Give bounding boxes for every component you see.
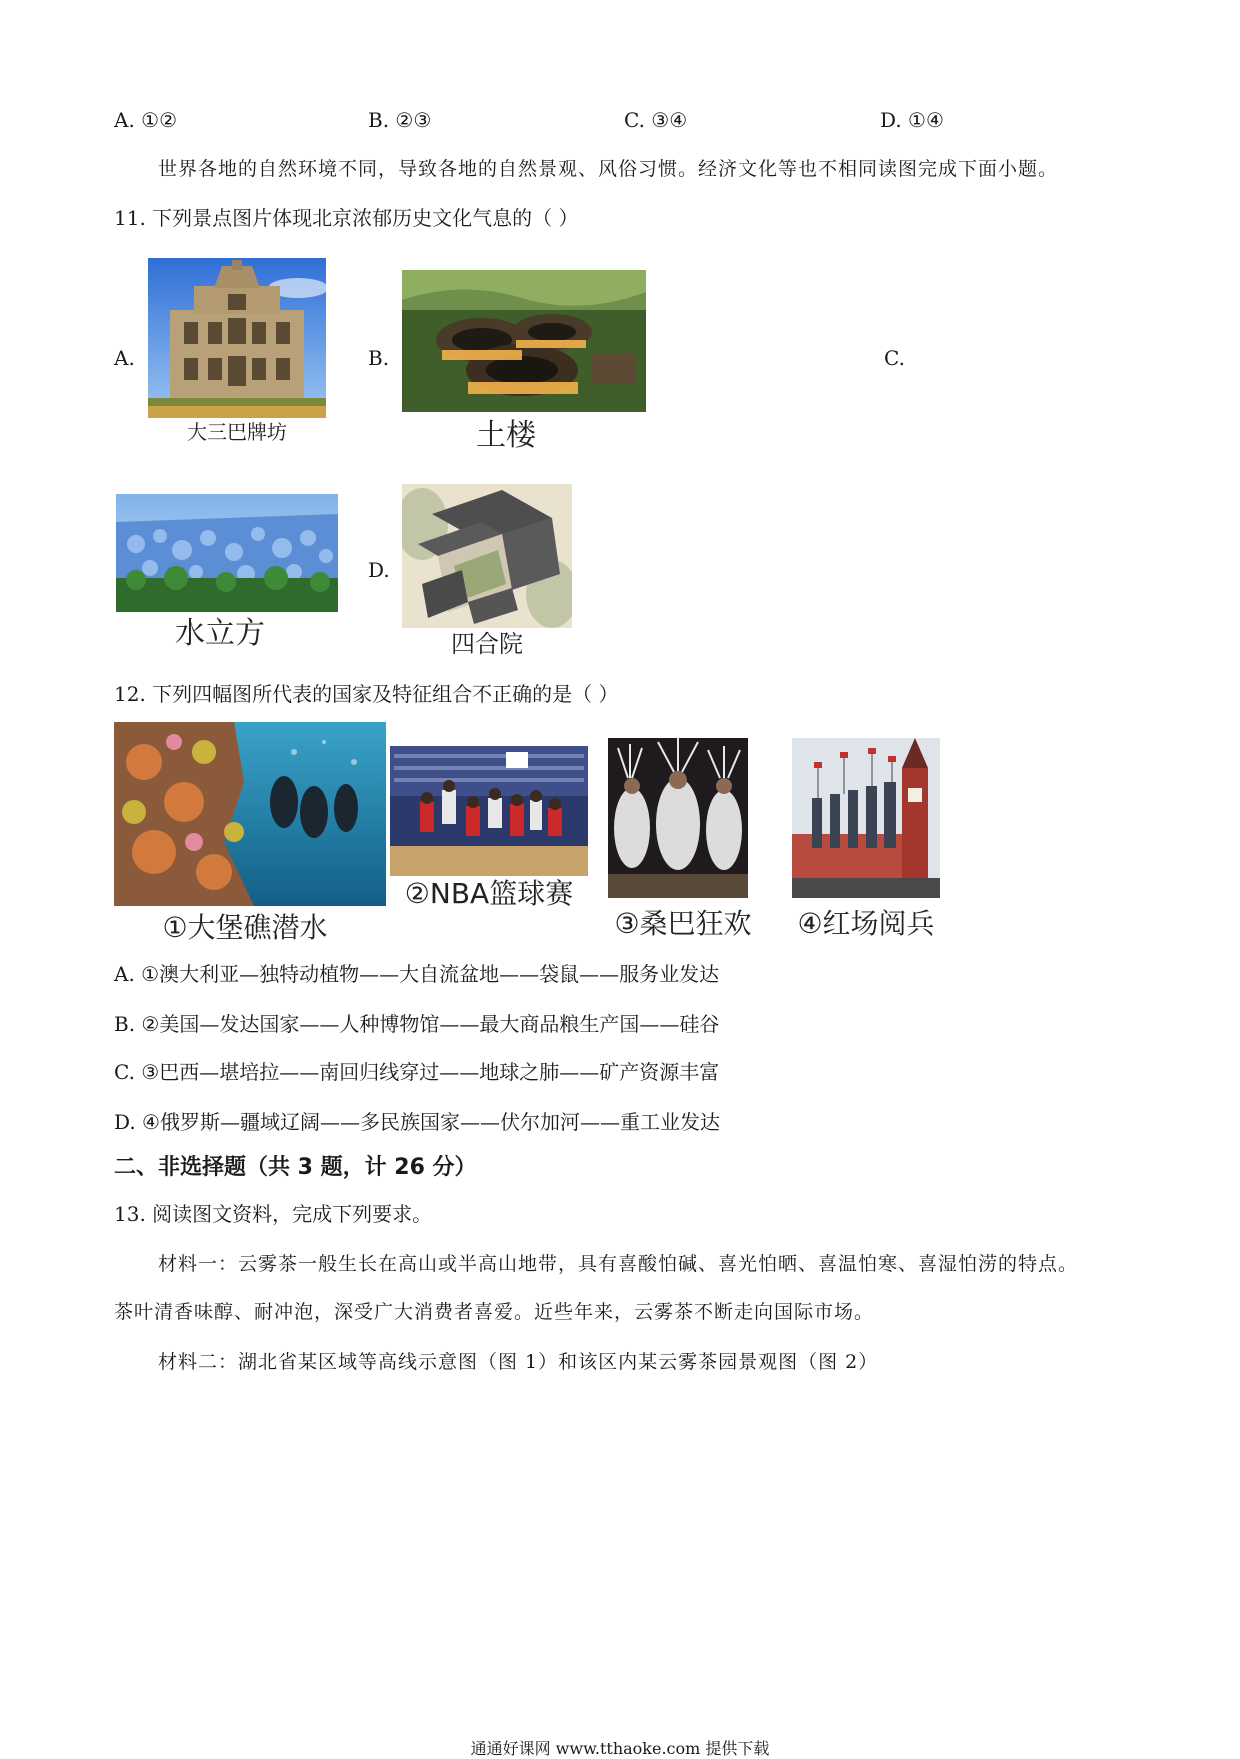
caption-siheyuan: 四合院: [451, 630, 523, 658]
caption-ruins-of-st-paul: 大三巴牌坊: [187, 420, 287, 444]
caption-water-cube: 水立方: [175, 616, 265, 651]
tulou-image: [402, 270, 646, 412]
q11-label-b: B.: [368, 346, 390, 370]
q10-option-d: D. ①④: [880, 108, 944, 132]
samba-carnival-image: [608, 738, 748, 898]
ruins-of-st-paul-image: [148, 258, 326, 418]
q13-stem: 13. 阅读图文资料，完成下列要求。: [114, 1202, 433, 1226]
caption-reef-diving: ①大堡礁潜水: [162, 911, 328, 944]
caption-samba-carnival: ③桑巴狂欢: [614, 907, 752, 940]
nba-game-image: [390, 746, 588, 876]
q11-label-a: A.: [114, 346, 135, 370]
q11-label-d: D.: [368, 558, 390, 582]
intro-text: 世界各地的自然环境不同，导致各地的自然景观、风俗习惯。经济文化等也不相同读图完成下面小题。: [158, 158, 1059, 180]
q11-stem: 11. 下列景点图片体现北京浓郁历史文化气息的（ ）: [114, 206, 579, 230]
red-square-parade-image: [792, 738, 940, 898]
caption-red-square-parade: ④红场阅兵: [797, 907, 935, 940]
q13-material1-line1: 材料一：云雾茶一般生长在高山或半高山地带，具有喜酸怕碱、喜光怕晒、喜温怕寒、喜湿怕涝的特点。: [158, 1253, 1079, 1275]
section-2-heading: 二、非选择题（共 3 题，计 26 分）: [114, 1155, 477, 1180]
q10-option-c: C. ③④: [624, 108, 688, 132]
q10-option-b: B. ②③: [368, 108, 432, 132]
page-footer: 通通好课网 www.tthaoke.com 提供下载: [470, 1739, 770, 1758]
caption-nba-game: ②NBA篮球赛: [404, 877, 574, 910]
q12-stem: 12. 下列四幅图所代表的国家及特征组合不正确的是（ ）: [114, 682, 619, 706]
q13-material1-line2: 茶叶清香味醇、耐冲泡，深受广大消费者喜爱。近些年来，云雾茶不断走向国际市场。: [114, 1301, 875, 1323]
q13-material2: 材料二：湖北省某区域等高线示意图（图 1）和该区内某云雾茶园景观图（图 2）: [158, 1351, 879, 1373]
great-barrier-reef-image: [114, 722, 386, 906]
q12-option-c: C. ③巴西—堪培拉——南回归线穿过——地球之肺——矿产资源丰富: [114, 1060, 720, 1084]
q12-option-b: B. ②美国—发达国家——人种博物馆——最大商品粮生产国——硅谷: [114, 1012, 720, 1036]
q11-label-c: C.: [884, 346, 905, 370]
q10-option-a: A. ①②: [114, 108, 178, 132]
water-cube-image: [116, 494, 338, 612]
siheyuan-image: [402, 484, 572, 628]
q12-option-a: A. ①澳大利亚—独特动植物——大自流盆地——袋鼠——服务业发达: [114, 962, 720, 986]
q12-option-d: D. ④俄罗斯—疆域辽阔——多民族国家——伏尔加河——重工业发达: [114, 1110, 720, 1134]
caption-tulou: 土楼: [476, 418, 536, 453]
